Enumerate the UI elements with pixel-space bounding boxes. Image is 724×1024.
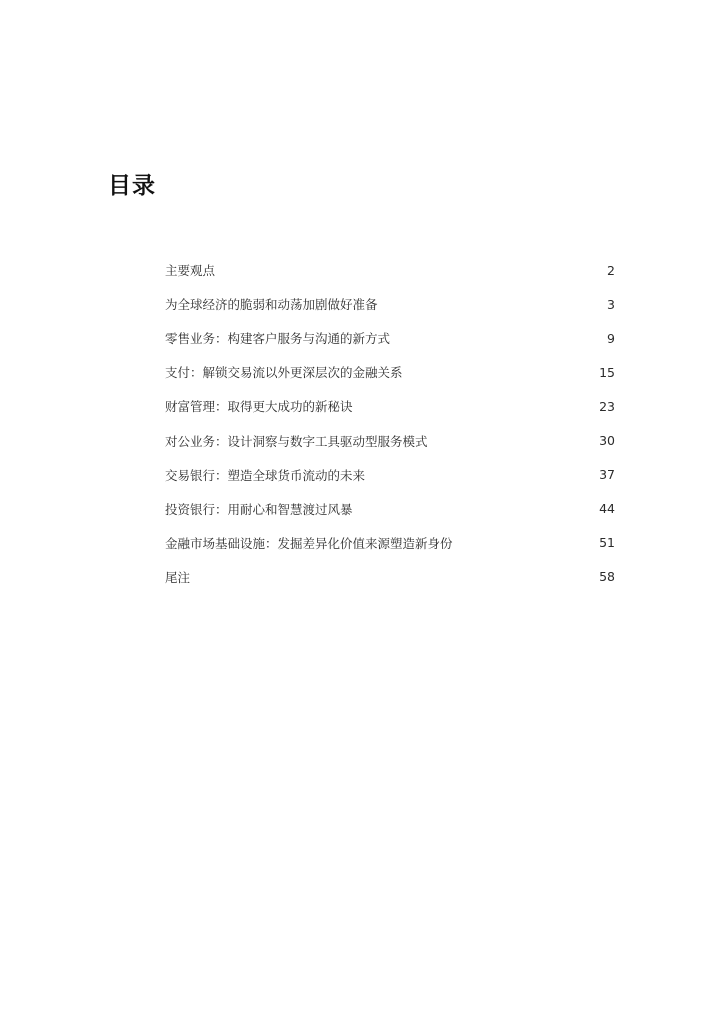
- toc-entry-page-number: 37: [599, 467, 615, 483]
- toc-entry-page-number: 44: [599, 501, 615, 517]
- table-of-contents: [165, 253, 615, 594]
- toc-entry[interactable]: [165, 526, 615, 560]
- toc-entry-label: 对公业务：设计洞察与数字工具驱动型服务模式: [165, 433, 428, 449]
- toc-entry[interactable]: [165, 458, 615, 492]
- toc-entry-label: 尾注: [165, 569, 191, 585]
- toc-entry[interactable]: [165, 423, 615, 457]
- toc-entry-label: 金融市场基础设施：发掘差异化价值来源塑造新身份: [165, 535, 453, 551]
- toc-entry-page-number: 58: [599, 569, 615, 585]
- toc-entry-page-number: 2: [607, 262, 615, 278]
- toc-entry-page-number: 30: [599, 433, 615, 449]
- toc-entry[interactable]: [165, 355, 615, 389]
- toc-entry-label: 支付：解锁交易流以外更深层次的金融关系: [165, 365, 403, 381]
- toc-entry-label: 财富管理：取得更大成功的新秘诀: [165, 399, 353, 415]
- toc-entry-page-number: 9: [607, 330, 615, 346]
- toc-entry[interactable]: [165, 321, 615, 355]
- toc-entry[interactable]: [165, 287, 615, 321]
- toc-entry-label: 主要观点: [165, 263, 216, 279]
- page-title: 目录: [108, 173, 156, 199]
- toc-entry[interactable]: [165, 560, 615, 594]
- toc-entry[interactable]: [165, 253, 615, 287]
- toc-entry-label: 零售业务：构建客户服务与沟通的新方式: [165, 331, 391, 347]
- toc-entry-label: 交易银行：塑造全球货币流动的未来: [165, 467, 366, 483]
- toc-entry[interactable]: [165, 492, 615, 526]
- toc-entry[interactable]: [165, 389, 615, 423]
- toc-entry-page-number: 23: [599, 398, 615, 414]
- toc-entry-label: 投资银行：用耐心和智慧渡过风暴: [165, 501, 353, 517]
- toc-entry-page-number: 3: [607, 296, 615, 312]
- toc-entry-page-number: 51: [599, 535, 615, 551]
- toc-entry-label: 为全球经济的脆弱和动荡加剧做好准备: [165, 297, 378, 313]
- toc-entry-page-number: 15: [599, 364, 615, 380]
